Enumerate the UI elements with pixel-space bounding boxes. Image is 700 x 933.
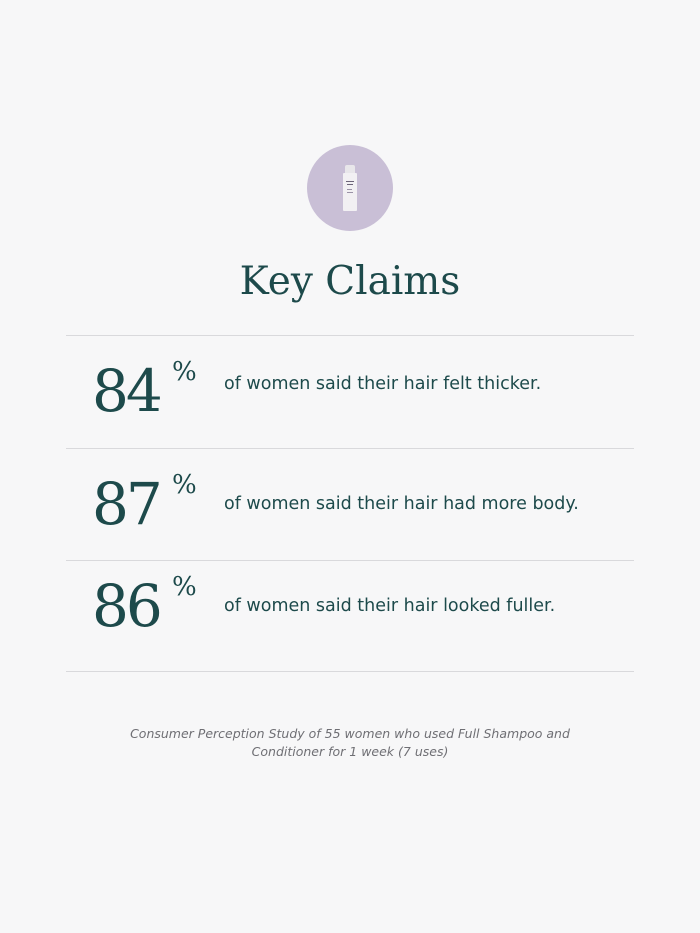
claim-number: 84 xyxy=(92,357,160,425)
claim-percentage xyxy=(92,464,197,544)
claim-percentage xyxy=(92,351,197,431)
claim-row-2 xyxy=(66,450,634,560)
claim-percentage xyxy=(92,566,197,646)
claim-number: 86 xyxy=(92,572,160,640)
claim-text: of women said their hair looked fuller. xyxy=(224,596,556,616)
claim-row-1 xyxy=(66,337,634,447)
divider xyxy=(66,448,634,449)
claim-text: of women said their hair had more body. xyxy=(224,494,579,514)
claim-text: of women said their hair felt thicker. xyxy=(224,374,542,394)
claim-number: 87 xyxy=(92,470,160,538)
footnote-line-2: Conditioner for 1 week (7 uses) xyxy=(251,744,449,759)
page-title: Key Claims xyxy=(239,259,461,304)
product-badge xyxy=(307,145,393,231)
product-bottle-icon xyxy=(343,165,357,211)
percent-sign: % xyxy=(172,470,197,500)
percent-sign: % xyxy=(172,572,197,602)
divider-bottom xyxy=(66,671,634,672)
claim-row-3 xyxy=(66,552,634,662)
study-footnote xyxy=(100,725,600,761)
footnote-line-1: Consumer Perception Study of 55 women who used Full Shampoo and xyxy=(130,726,570,741)
divider-top xyxy=(66,335,634,336)
percent-sign: % xyxy=(172,357,197,387)
